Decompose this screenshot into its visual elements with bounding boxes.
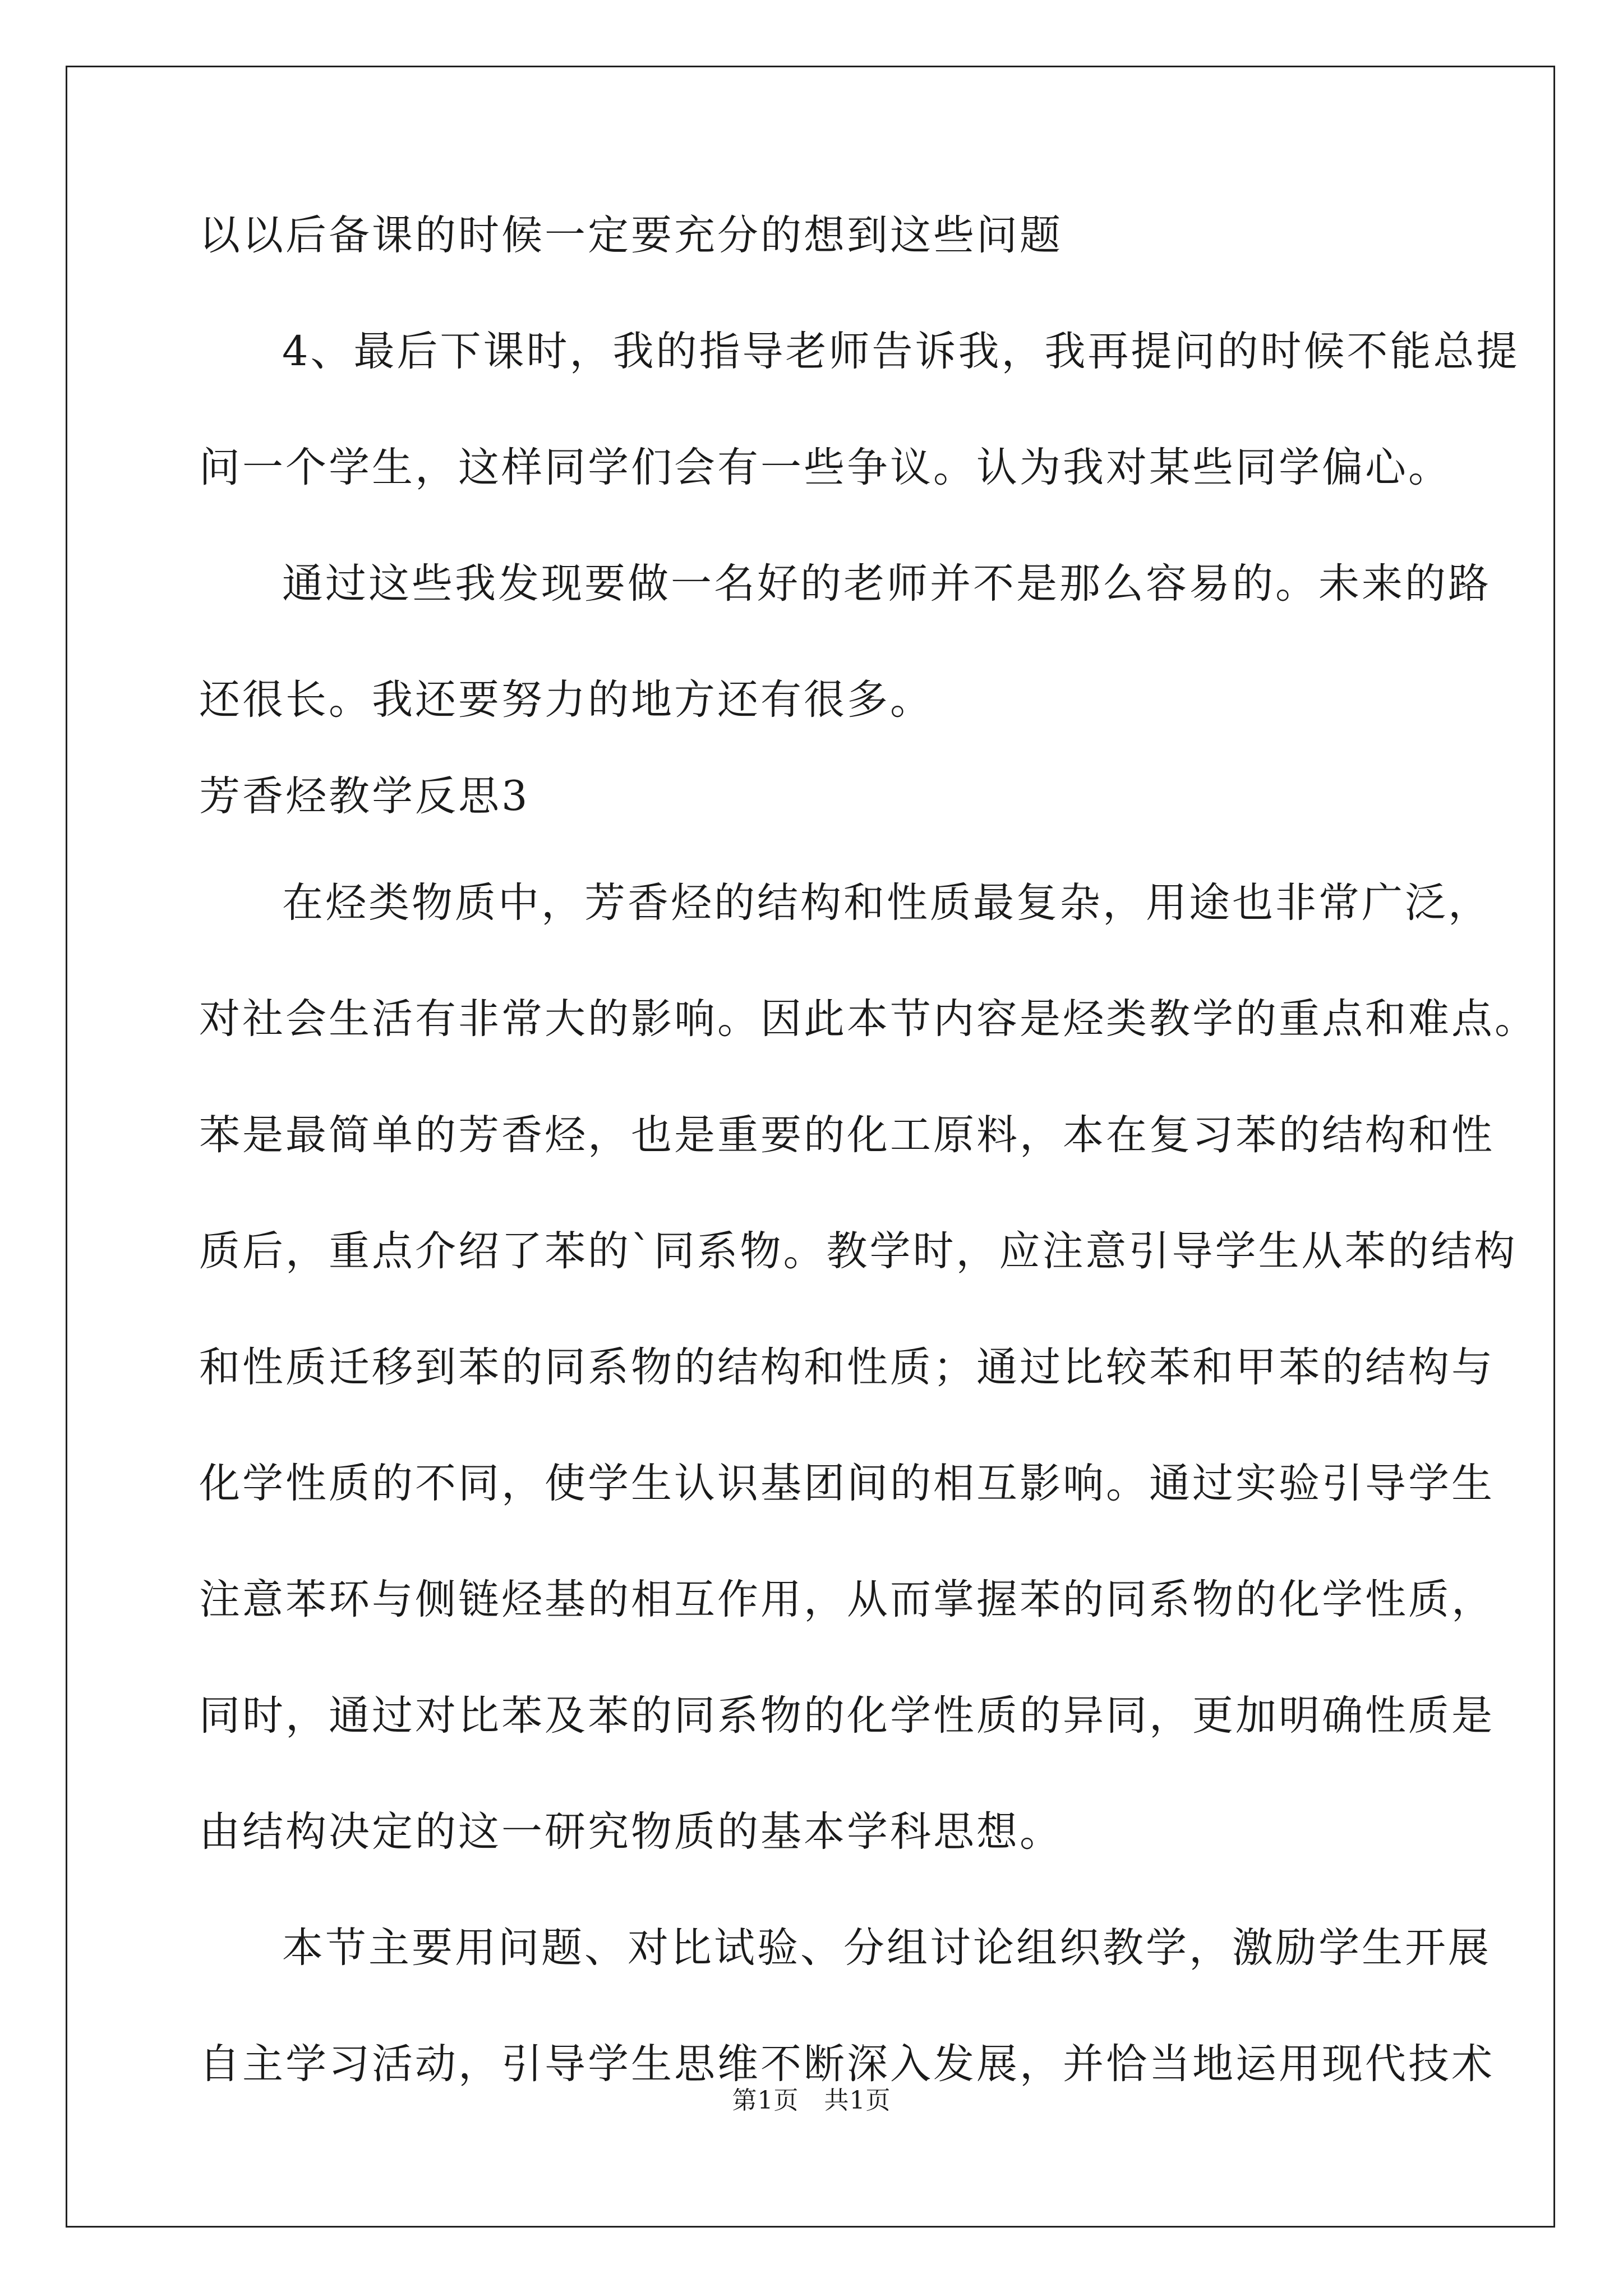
section-heading: 芳香烃教学反思3	[199, 772, 530, 820]
paragraph-line: 通过这些我发现要做一名好的老师并不是那么容易的。未来的路	[282, 560, 1491, 608]
paragraph-line: 本节主要用问题、对比试验、分组讨论组织教学，激励学生开展	[282, 1924, 1491, 1972]
paragraph-line: 注意苯环与侧链烃基的相互作用，从而掌握苯的同系物的化学性质，	[199, 1576, 1495, 1623]
paragraph-line: 化学性质的不同，使学生认识基团间的相互影响。通过实验引导学生	[199, 1460, 1495, 1507]
paragraph-line: 在烃类物质中，芳香烃的结构和性质最复杂，用途也非常广泛，	[282, 879, 1491, 927]
paragraph-line: 自主学习活动，引导学生思维不断深入发展，并恰当地运用现代技术	[199, 2040, 1495, 2088]
paragraph-line: 同时，通过对比苯及苯的同系物的化学性质的异同，更加明确性质是	[199, 1692, 1495, 1740]
paragraph-line: 和性质迁移到苯的同系物的结构和性质；通过比较苯和甲苯的结构与	[199, 1343, 1495, 1391]
page-number: 第1页 共1页	[732, 2086, 891, 2115]
paragraph-line: 对社会生活有非常大的影响。因此本节内容是烃类教学的重点和难点。	[199, 995, 1538, 1043]
paragraph-line: 质后，重点介绍了苯的`同系物。教学时，应注意引导学生从苯的结构	[199, 1227, 1518, 1275]
paragraph-line: 问一个学生，这样同学们会有一些争议。认为我对某些同学偏心。	[199, 444, 1451, 491]
paragraph-line: 由结构决定的这一研究物质的基本学科思想。	[199, 1808, 1063, 1856]
paragraph-line: 还很长。我还要努力的地方还有很多。	[199, 676, 933, 724]
paragraph-line: 苯是最简单的芳香烃，也是重要的化工原料，本在复习苯的结构和性	[199, 1111, 1495, 1159]
paragraph-line: 4、最后下课时，我的指导老师告诉我，我再提问的时候不能总提	[282, 328, 1520, 375]
paragraph-line: 以以后备课的时候一定要充分的想到这些问题	[199, 211, 1063, 259]
